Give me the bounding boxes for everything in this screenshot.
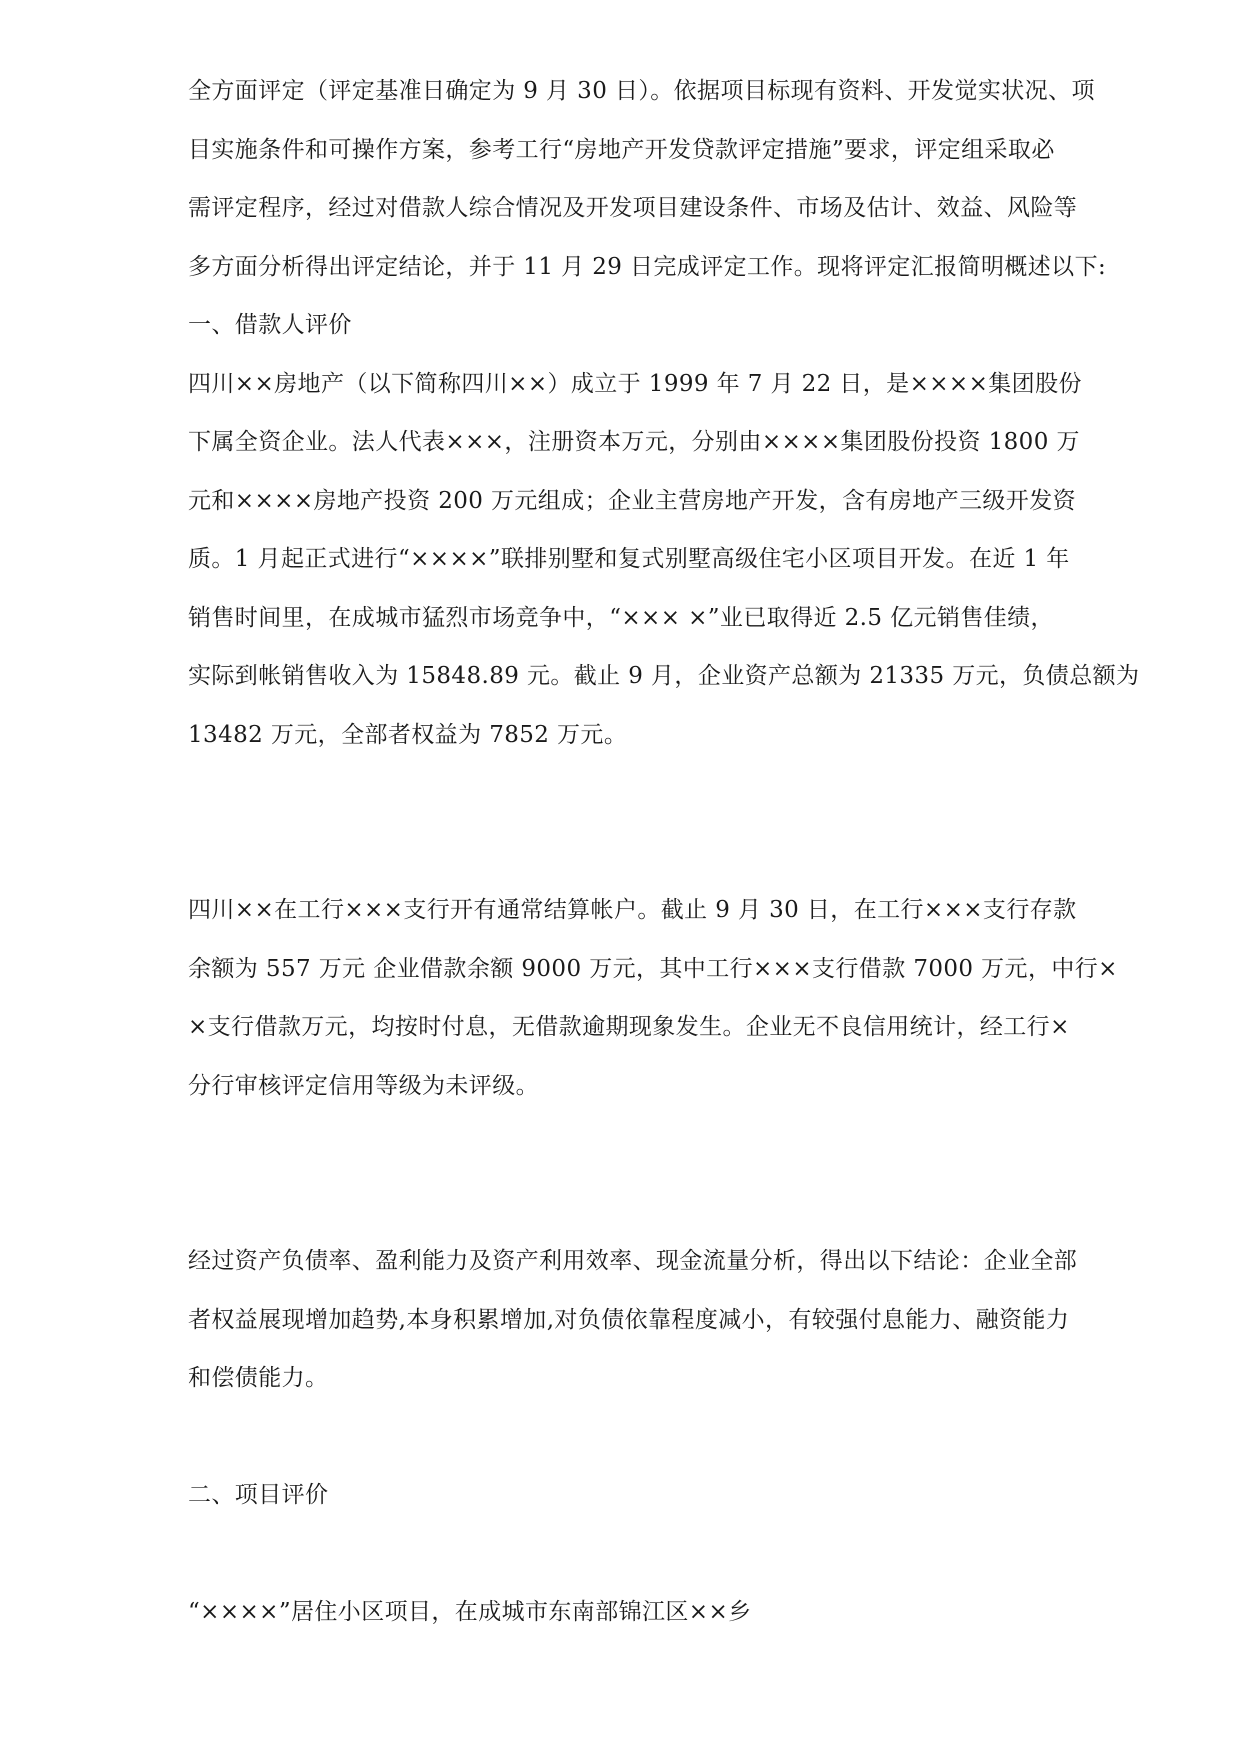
- text-line: 余额为 557 万元 企业借款余额 9000 万元，其中工行×××支行借款 7000 万元，中行×: [188, 955, 1118, 982]
- paragraph-borrower-profile: [188, 355, 1138, 765]
- paragraph-credit-record: [188, 881, 1138, 1115]
- text-line: 全方面评定（评定基准日确定为 9 月 30 日）。依据项目标现有资料、开发觉实状况、项: [188, 78, 1095, 104]
- document-body: [188, 62, 1138, 1642]
- text-line: ×支行借款万元，均按时付息，无借款逾期现象发生。企业无不良信用统计，经工行×: [188, 1014, 1070, 1040]
- text-line: “××××”居住小区项目，在成城市东南部锦江区××乡: [188, 1599, 752, 1625]
- text-line: 需评定程序，经过对借款人综合情况及开发项目建设条件、市场及估计、效益、风险等: [188, 195, 1078, 221]
- text-line: 四川××房地产（以下简称四川××）成立于 1999 年 7 月 22 日，是××××集团股份: [188, 370, 1082, 397]
- section-heading-borrower: 一、借款人评价: [188, 312, 352, 338]
- paragraph-evaluation-scope: [188, 62, 1138, 296]
- text-line: 者权益展现增加趋势,本身积累增加,对负债依靠程度减小，有较强付息能力、融资能力: [188, 1306, 1070, 1333]
- text-line: 多方面分析得出评定结论，并于 11 月 29 日完成评定工作。现将评定汇报简明概述以下:: [188, 253, 1107, 280]
- text-line: 质。1 月起正式进行“××××”联排别墅和复式别墅高级住宅小区项目开发。在近 1 年: [188, 546, 1070, 572]
- text-line: 实际到帐销售收入为 15848.89 元。截止 9 月，企业资产总额为 21335 万元，负债总额为: [188, 663, 1140, 689]
- paragraph-spacer: [188, 764, 1138, 881]
- paragraph-financial-conclusion: [188, 1232, 1138, 1408]
- text-line: 四川××在工行×××支行开有通常结算帐户。截止 9 月 30 日，在工行×××支行存款: [188, 897, 1077, 923]
- paragraph-spacer: [188, 1115, 1138, 1232]
- text-line: 目实施条件和可操作方案，参考工行“房地产开发贷款评定措施”要求，评定组采取必: [188, 136, 1055, 163]
- text-line: 下属全资企业。法人代表×××，注册资本万元，分别由××××集团股份投资 1800 万: [188, 429, 1080, 455]
- section-heading-project: 二、项目评价: [188, 1482, 329, 1508]
- paragraph-project-location: [188, 1583, 1138, 1642]
- text-line: 和偿债能力。: [188, 1365, 329, 1391]
- text-line: 13482 万元，全部者权益为 7852 万元。: [188, 721, 628, 748]
- text-line: 经过资产负债率、盈利能力及资产利用效率、现金流量分析，得出以下结论：企业全部: [188, 1248, 1078, 1274]
- paragraph-spacer: [188, 1525, 1138, 1584]
- paragraph-spacer: [188, 1408, 1138, 1467]
- text-line: 销售时间里，在成城市猛烈市场竞争中，“××× ×”业已取得近 2.5 亿元销售佳绩，: [188, 604, 1054, 631]
- text-line: 分行审核评定信用等级为未评级。: [188, 1072, 539, 1099]
- text-line: 元和××××房地产投资 200 万元组成；企业主营房地产开发，含有房地产三级开发资: [188, 487, 1077, 514]
